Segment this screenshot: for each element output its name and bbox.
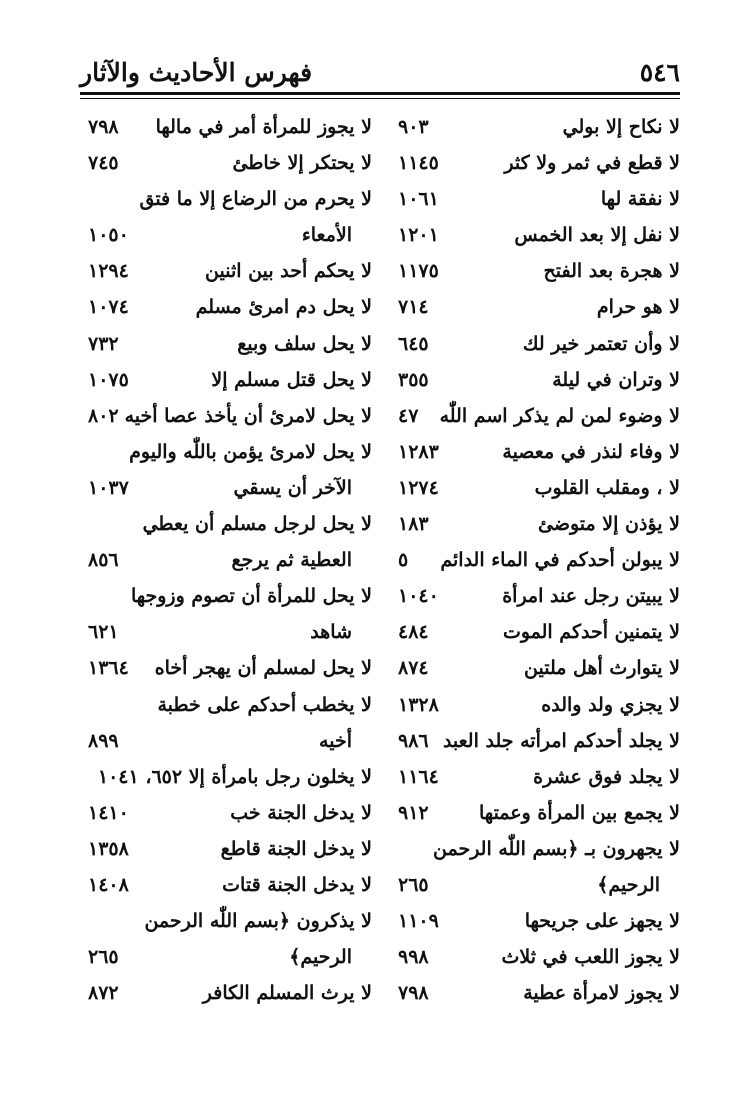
index-entry bbox=[380, 871, 680, 907]
entry-text: لا يدخل الجنة خب bbox=[230, 801, 372, 824]
running-title: فهرس الأحاديث والآثار bbox=[80, 58, 313, 87]
entry-number: ٩٠٣ bbox=[398, 116, 429, 138]
entry-number: ٦٢١ bbox=[88, 621, 119, 644]
entry-number: ٧٩٨ bbox=[398, 982, 429, 1005]
entry-number: ١٠٤٠ bbox=[398, 585, 439, 608]
entry-text: الرحيم﴾ bbox=[597, 873, 660, 896]
index-entry bbox=[80, 618, 380, 654]
entry-text: لا يحل سلف وبيع bbox=[237, 332, 372, 355]
entry-number: ٣٥٥ bbox=[398, 368, 429, 391]
entry-text: لا يبولن أحدكم في الماء الدائم bbox=[440, 549, 680, 572]
index-entry bbox=[80, 907, 380, 943]
entry-number: ١٤٠٨ bbox=[88, 873, 129, 896]
index-entry bbox=[380, 149, 680, 185]
index-entry bbox=[80, 799, 380, 835]
index-entry bbox=[80, 113, 380, 149]
index-entry bbox=[380, 691, 680, 727]
entry-text: لا يجوز لامرأة عطية bbox=[523, 982, 680, 1005]
entry-text: لا يتوارث أهل ملتين bbox=[524, 657, 680, 680]
entry-text: لا هجرة بعد الفتح bbox=[543, 260, 680, 283]
entry-text: لا يجلد فوق عشرة bbox=[533, 765, 680, 788]
index-entry bbox=[380, 727, 680, 763]
entry-text: لا يحل لامرئ يؤمن باللّٰه واليوم bbox=[129, 440, 372, 463]
index-entry bbox=[380, 510, 680, 546]
index-entry bbox=[80, 546, 380, 582]
entry-text: لا يجهز على جريحها bbox=[524, 910, 680, 933]
entry-text: العطية ثم يرجع bbox=[231, 549, 352, 572]
index-entry bbox=[380, 835, 680, 871]
entry-text: لا يحل لامرئ أن يأخذ عصا أخيه bbox=[124, 404, 372, 427]
index-entry bbox=[380, 113, 680, 149]
entry-number: ١٢٠١ bbox=[398, 224, 439, 247]
entry-number: ٨٧٢ bbox=[88, 982, 119, 1005]
entry-number: ١١٧٥ bbox=[398, 260, 439, 283]
entry-text: لا وضوء لمن لم يذكر اسم اللّٰه bbox=[439, 404, 680, 427]
index-entry bbox=[80, 691, 380, 727]
index-entry bbox=[380, 979, 680, 1015]
page-header bbox=[80, 52, 680, 96]
entry-number: ٧٩٨ bbox=[88, 116, 119, 138]
entry-text: أخيه bbox=[319, 729, 352, 752]
index-entry bbox=[380, 618, 680, 654]
entry-text: لا يجوز للمرأة أمر في مالها bbox=[155, 116, 372, 138]
entry-number: ١٠٣٧ bbox=[88, 476, 129, 499]
entry-text: لا نكاح إلا بولي bbox=[562, 116, 680, 138]
index-entry bbox=[380, 907, 680, 943]
index-entry bbox=[380, 943, 680, 979]
index-entry bbox=[80, 185, 380, 221]
entry-text: لا يحرم من الرضاع إلا ما فتق bbox=[139, 188, 372, 211]
entry-number: ٧١٤ bbox=[398, 296, 429, 319]
entry-text: لا يؤذن إلا متوضئ bbox=[537, 513, 680, 536]
entry-number: ١٠٥٠ bbox=[88, 224, 129, 247]
entry-number: ٢٦٥ bbox=[88, 946, 119, 969]
entry-number: ١٣٥٨ bbox=[88, 837, 129, 860]
index-entry bbox=[380, 654, 680, 690]
entry-number: ٥ bbox=[398, 549, 409, 572]
entry-text: لا يخطب أحدكم على خطبة bbox=[157, 693, 372, 716]
entry-text: لا يحل قتل مسلم إلا bbox=[211, 368, 372, 391]
index-entry bbox=[380, 293, 680, 329]
entry-text: لا وتران في ليلة bbox=[552, 368, 680, 391]
entry-number: ١٣٢٨ bbox=[398, 693, 439, 716]
entry-number: ٩١٢ bbox=[398, 801, 429, 824]
index-entry bbox=[380, 366, 680, 402]
entry-number: ٨٥٦ bbox=[88, 549, 119, 572]
entry-text: الآخر أن يسقي bbox=[233, 476, 352, 499]
entry-number: ١٢٧٤ bbox=[398, 476, 439, 499]
index-entry bbox=[80, 582, 380, 618]
index-entry bbox=[380, 257, 680, 293]
entry-text: لا يجزي ولد والده bbox=[541, 693, 680, 716]
index-entry bbox=[80, 221, 380, 257]
entry-number: ١١٤٥ bbox=[398, 152, 439, 175]
entry-text: لا يتمنين أحدكم الموت bbox=[502, 621, 680, 644]
index-entry bbox=[80, 510, 380, 546]
entry-text: لا يبيتن رجل عند امرأة bbox=[502, 585, 680, 608]
entry-number: ٨٠٢ bbox=[88, 404, 119, 427]
header-rule-thick bbox=[80, 92, 680, 95]
index-entry bbox=[80, 330, 380, 366]
entry-number: ٩٩٨ bbox=[398, 946, 429, 969]
entry-text: لا نفقة لها bbox=[600, 188, 680, 211]
entry-text: لا ، ومقلب القلوب bbox=[534, 476, 680, 499]
entry-text: لا يجلد أحدكم امرأته جلد العبد bbox=[442, 729, 680, 752]
entry-text: لا يحل لرجل مسلم أن يعطي bbox=[142, 513, 372, 536]
index-entry bbox=[80, 835, 380, 871]
entry-text: لا يدخل الجنة قاطع bbox=[220, 837, 372, 860]
index-entry bbox=[80, 979, 380, 1015]
entry-number: ١٣٦٤ bbox=[88, 657, 129, 680]
entry-number: ١٨٣ bbox=[398, 513, 429, 536]
entry-text: لا يجهرون بـ ﴿بسم اللّٰه الرحمن bbox=[433, 837, 680, 860]
index-entry bbox=[380, 221, 680, 257]
index-entry bbox=[380, 546, 680, 582]
entry-text: لا يجمع بين المرأة وعمتها bbox=[479, 801, 680, 824]
entry-number: ١٠٧٥ bbox=[88, 368, 129, 391]
entry-number: ١١٦٤ bbox=[398, 765, 439, 788]
entry-number: ٤٧ bbox=[398, 404, 419, 427]
entry-text: لا يحكم أحد بين اثنين bbox=[205, 260, 372, 283]
entry-number: ٨٧٤ bbox=[398, 657, 429, 680]
entry-text: لا يذكرون ﴿بسم اللّٰه الرحمن bbox=[144, 910, 372, 933]
index-entry bbox=[80, 654, 380, 690]
index-entry bbox=[80, 257, 380, 293]
entry-number: ١٤١٠ bbox=[88, 801, 129, 824]
index-entry bbox=[380, 582, 680, 618]
entry-text: لا قطع في ثمر ولا كثر bbox=[504, 152, 680, 175]
entry-number: ٩٨٦ bbox=[398, 729, 429, 752]
entry-number: ٧٤٥ bbox=[88, 152, 119, 175]
entry-number: ١٠٦١ bbox=[398, 188, 439, 211]
entry-text: لا يحتكر إلا خاطئ bbox=[232, 152, 372, 175]
index-entry bbox=[80, 727, 380, 763]
entry-text: الرحيم﴾ bbox=[289, 946, 352, 969]
entry-text: لا يدخل الجنة قتات bbox=[222, 873, 372, 896]
index-entry bbox=[80, 871, 380, 907]
entry-text: شاهد bbox=[310, 621, 352, 644]
entry-text: لا يرث المسلم الكافر bbox=[202, 982, 372, 1005]
index-entry bbox=[380, 185, 680, 221]
entry-text: لا نفل إلا بعد الخمس bbox=[514, 224, 680, 247]
entry-number: ١٢٨٣ bbox=[398, 440, 439, 463]
entry-number: ٦٤٥ bbox=[398, 332, 429, 355]
index-entry bbox=[80, 943, 380, 979]
index-entry bbox=[380, 402, 680, 438]
entry-number: ١١٠٩ bbox=[398, 910, 439, 933]
entry-number: ٨٩٩ bbox=[88, 729, 119, 752]
index-entry bbox=[80, 763, 380, 799]
entry-text: لا هو حرام bbox=[596, 296, 680, 319]
entry-text: لا يجوز اللعب في ثلاث bbox=[501, 946, 680, 969]
index-entry bbox=[380, 438, 680, 474]
index-entry bbox=[80, 474, 380, 510]
index-entry bbox=[80, 149, 380, 185]
index-entry bbox=[380, 474, 680, 510]
entry-text: لا وفاء لنذر في معصية bbox=[502, 440, 680, 463]
entry-number: ١٢٩٤ bbox=[88, 260, 129, 283]
index-entry bbox=[380, 763, 680, 799]
entry-text: لا يحل لمسلم أن يهجر أخاه bbox=[154, 657, 372, 680]
entry-number: ٤٨٤ bbox=[398, 621, 429, 644]
header-rule-thin bbox=[80, 98, 680, 99]
entry-number: ٧٣٢ bbox=[88, 332, 119, 355]
index-entry bbox=[80, 402, 380, 438]
entry-number: ١٠٧٤ bbox=[88, 296, 129, 319]
index-entry bbox=[80, 366, 380, 402]
index-entry bbox=[380, 799, 680, 835]
entry-text: الأمعاء bbox=[301, 224, 352, 247]
entry-text: لا يحل للمرأة أن تصوم وزوجها bbox=[130, 585, 372, 608]
right-column bbox=[380, 113, 680, 1015]
entry-text: لا يخلون رجل بامرأة إلا ٦٥٢، ١٠٤١ bbox=[97, 765, 372, 788]
index-entry bbox=[380, 330, 680, 366]
entry-text: لا يحل دم امرئ مسلم bbox=[195, 296, 372, 319]
index-entry bbox=[80, 293, 380, 329]
entry-number: ٢٦٥ bbox=[398, 873, 429, 896]
entry-text: لا وأن تعتمر خير لك bbox=[522, 332, 680, 355]
left-column bbox=[80, 113, 380, 1015]
index-entry bbox=[80, 438, 380, 474]
page-number: ٥٤٦ bbox=[639, 58, 680, 87]
